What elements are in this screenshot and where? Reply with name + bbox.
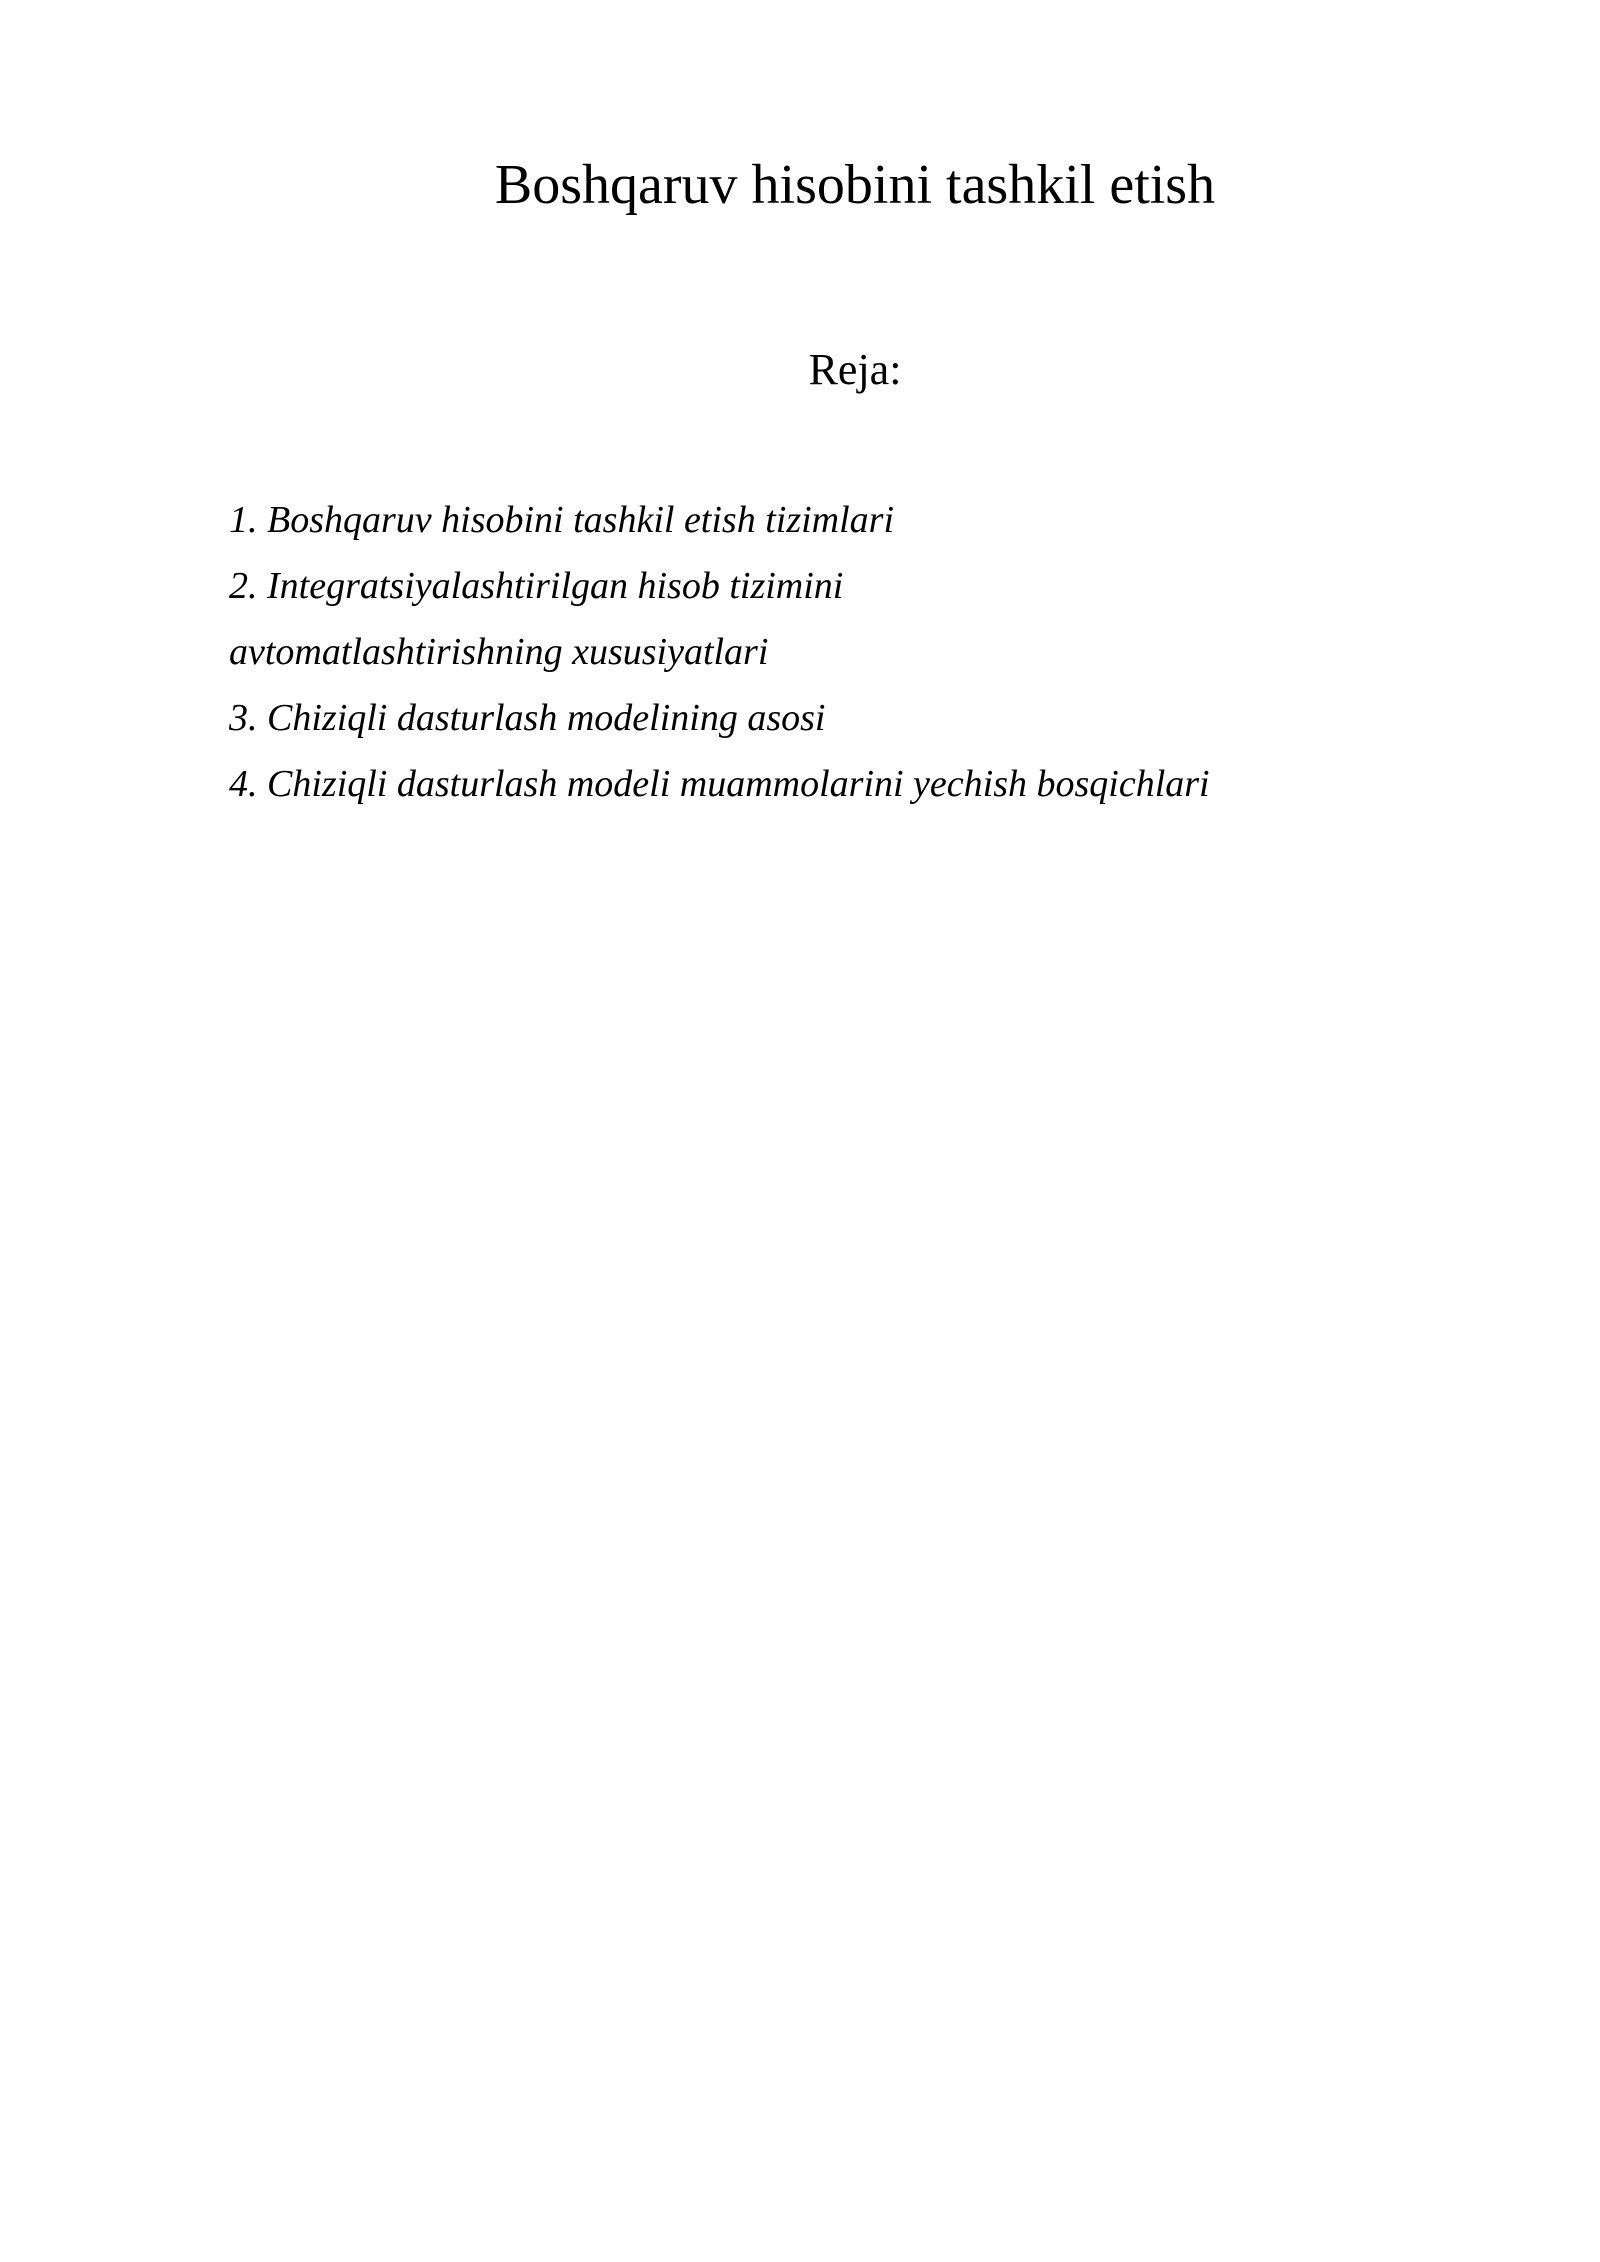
plan-item-2: 2. Integratsiyalashtirilgan hisob tizimini: [229, 565, 844, 607]
plan-item-1: 1. Boshqaruv hisobini tashkil etish tizimlari: [229, 499, 895, 541]
document-title: Boshqaruv hisobini tashkil etish: [494, 154, 1216, 216]
plan-list: [229, 487, 1479, 817]
plan-item-2-continuation: avtomatlashtirishning xususiyatlari: [229, 631, 769, 673]
plan-item-3: 3. Chiziqli dasturlash modelining asosi: [229, 697, 826, 739]
plan-item-4: 4. Chiziqli dasturlash modeli muammolarini yechish bosqichlari: [229, 763, 1210, 805]
plan-heading: Reja:: [808, 345, 902, 394]
